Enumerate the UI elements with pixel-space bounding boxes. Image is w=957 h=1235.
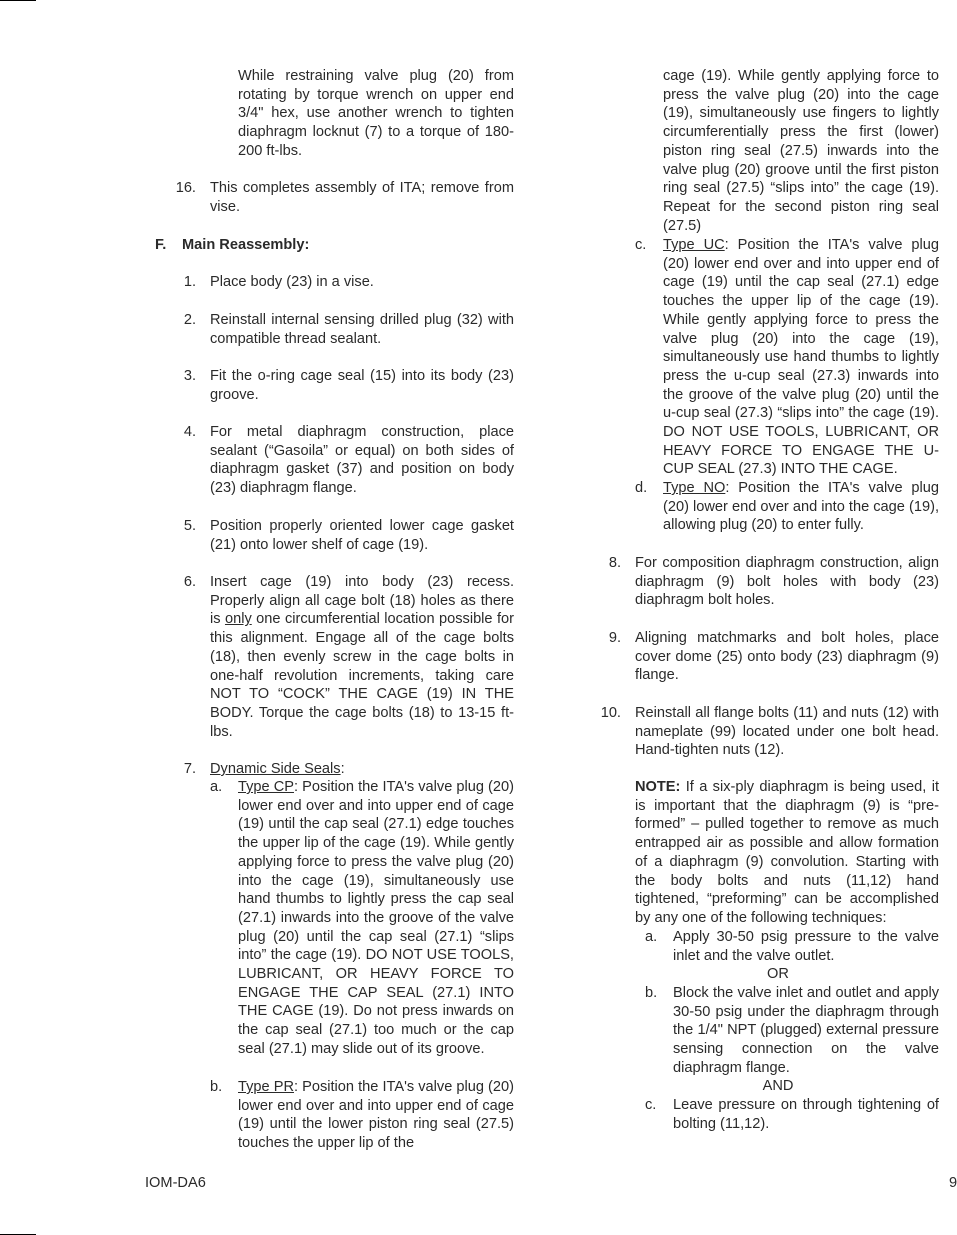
- note-b-text: Block the valve inlet and outlet and apply 30-50 psig under the diaphragm through the 1/4" NPT (plugged) external pressure sensing connection on the valve diaphragm flange.: [673, 985, 939, 1076]
- item-7c-letter: c.: [635, 237, 647, 253]
- item-4-number: 4.: [183, 424, 196, 440]
- item-16-text: This completes assembly of ITA; remove from vise.: [210, 180, 514, 215]
- right-continuation: cage (19). While gently applying force to press the valve plug (20) into the cage (19), simultaneously use fingers to lightly circumferentially press the first (lower) piston ring seal (27.5) inwards into the valve plug (20) groove until the first piston ring seal (27.5) “slips into” the cage (19). Repeat for the second piston ring seal (27.5): [663, 68, 939, 234]
- section-f-title: Main Reassembly:: [182, 237, 310, 253]
- item-4-text: For metal diaphragm construction, place sealant (“Gasoila” or equal) on both sides of diaphragm gasket (37) and position on body (23) diaphragm flange.: [210, 424, 514, 497]
- item-3-number: 3.: [183, 368, 196, 384]
- item-7c-text: Type UC: Position the ITA's valve plug (20) lower end over and into upper end of cage (19) until the cap seal (27.1) edge touches the upper lip of the cage (19). While gently applying force to press the valve plug (20) into the cage (19), simultaneously use hand thumbs to lightly press the u-cup seal (27.3) inwards into the groove of the valve plug (20) until the u-cup seal (27.3) “slips into” the cage (19). DO NOT USE TOOLS, LUBRICANT, OR HEAVY FORCE TO ENGAGE THE U-CUP SEAL (27.3) INTO THE CAGE.: [663, 237, 939, 478]
- item-8-number: 8.: [608, 555, 621, 571]
- item-7b-letter: b.: [210, 1079, 223, 1095]
- item-7a-letter: a.: [210, 779, 223, 795]
- item-7d-letter: d.: [635, 480, 648, 496]
- item-16-number: 16.: [175, 180, 196, 196]
- note-and: AND: [762, 1078, 794, 1094]
- item-5-text: Position properly oriented lower cage gasket (21) onto lower shelf of cage (19).: [210, 518, 514, 553]
- note-a-letter: a.: [645, 929, 658, 945]
- section-f-letter: F.: [155, 237, 167, 253]
- item-10-text: Reinstall all flange bolts (11) and nuts (12) with nameplate (99) located under one bolt head. Hand-tighten nuts (12).: [635, 705, 939, 759]
- item-10-number: 10.: [600, 705, 621, 721]
- left-continuation: While restraining valve plug (20) from rotating by torque wrench on upper end 3/4" hex, use another wrench to tighten diaphragm locknut (7) to a torque of 180-200 ft-lbs.: [238, 68, 514, 159]
- note-c-text: Leave pressure on through tightening of bolting (11,12).: [673, 1097, 939, 1132]
- crop-mark-top: [0, 0, 36, 1]
- item-5-number: 5.: [183, 518, 196, 534]
- item-9-number: 9.: [608, 630, 621, 646]
- item-1-text: Place body (23) in a vise.: [210, 274, 374, 290]
- item-7b-text: Type PR: Position the ITA's valve plug (20) lower end over and into upper end of cage (19) until the lower piston ring seal (27.5) touches the upper lip of the: [238, 1079, 514, 1152]
- item-7-title: Dynamic Side Seals:: [210, 761, 345, 777]
- note-or: OR: [767, 966, 789, 982]
- item-7a-text: Type CP: Position the ITA's valve plug (20) lower end over and into upper end of cage (19) until the cap seal (27.1) edge touches the upper lip of the cage (19). While gently applying force to press the valve plug (20) into the cage (19), simultaneously use hand thumbs to lightly press the cap seal (27.1) inwards into the groove of the valve plug (20) until the cap seal (27.1) “slips into” the cage (19). DO NOT USE TOOLS, LUBRICANT, OR HEAVY FORCE TO ENGAGE THE CAP SEAL (27.1) INTO THE CAGE (19). Do not press inwards on the cap seal (27.1) too much or the cap seal (27.1) may slide out of its groove.: [238, 779, 514, 1057]
- note-paragraph: NOTE: If a six-ply diaphragm is being used, it is important that the diaphragm (9) is “pre-formed” – pulled together to remove as much entrapped air as possible and allow formation of a diaphragm (9) convolution. Starting with the body bolts and nuts (11,12) hand tightened, “preforming” can be accomplished by any one of the following techniques:: [635, 779, 939, 926]
- note-b-letter: b.: [645, 985, 658, 1001]
- note-c-letter: c.: [645, 1097, 657, 1113]
- item-6-text: Insert cage (19) into body (23) recess. Properly align all cage bolt (18) holes as there is only one circumferential location possible for this alignment. Engage all of the cage bolts (18), then evenly screw in the cage bolts in one-half revolution increments, taking care NOT TO “COCK” THE CAGE (19) IN THE BODY. Torque the cage bolts (18) to 13-15 ft-lbs.: [210, 574, 514, 740]
- note-a-text: Apply 30-50 psig pressure to the valve inlet and the valve outlet.: [673, 929, 939, 964]
- item-9-text: Aligning matchmarks and bolt holes, place cover dome (25) onto body (23) diaphragm (9) flange.: [635, 630, 939, 684]
- footer-doc-id: IOM-DA6: [145, 1175, 206, 1191]
- item-1-number: 1.: [183, 274, 196, 290]
- item-8-text: For composition diaphragm construction, align diaphragm (9) bolt holes with body (23) diaphragm bolt holes.: [635, 555, 939, 609]
- item-3-text: Fit the o-ring cage seal (15) into its body (23) groove.: [210, 368, 514, 403]
- footer-page-number: 9: [949, 1175, 957, 1191]
- item-2-text: Reinstall internal sensing drilled plug (32) with compatible thread sealant.: [210, 312, 514, 347]
- item-6-number: 6.: [183, 574, 196, 590]
- item-2-number: 2.: [183, 312, 196, 328]
- item-7-number: 7.: [183, 761, 196, 777]
- item-7d-text: Type NO: Position the ITA's valve plug (20) lower end over and into the cage (19), allowing plug (20) to enter fully.: [663, 480, 939, 534]
